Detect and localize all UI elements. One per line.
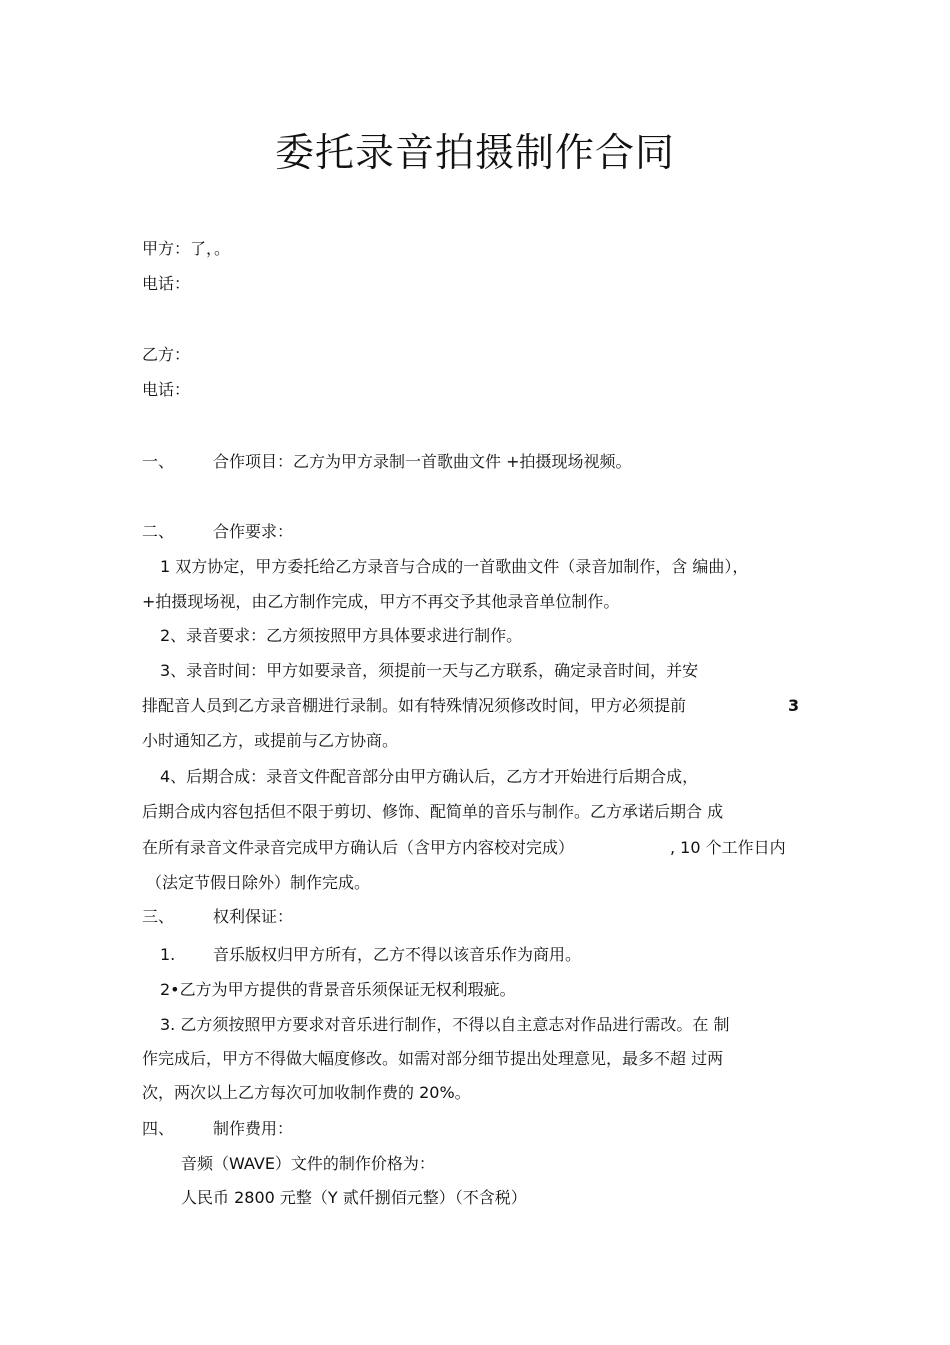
section3-item3-line2: 作完成后，甲方不得做大幅度修改。如需对部分细节提出处理意见，最多不超 过两 [142,1049,724,1068]
section2-item1-line2: +拍摄现场视，由乙方制作完成，甲方不再交予其他录音单位制作。 [142,592,620,611]
section2-item4-line3: 在所有录音文件录音完成甲方确认后（含甲方内容校对完成） [142,838,575,857]
section3-item1-text: 音乐版权归甲方所有，乙方不得以该音乐作为商用。 [213,945,582,964]
section3-item3-line3: 次，两次以上乙方每次可加收制作费的 20%。 [142,1083,471,1102]
section3-item1-number: 1. [160,945,176,964]
party-a-phone: 电话： [142,274,191,293]
section4-heading: 制作费用： [213,1119,294,1138]
section1-number: 一、 [142,452,175,471]
section4-line1: 音频（WAVE）文件的制作价格为： [181,1154,435,1173]
section2-item4-line2: 后期合成内容包括但不限于剪切、修饰、配简单的音乐与制作。乙方承诺后期合 成 [142,802,724,821]
section2-item1-line1: 1 双方协定，甲方委托给乙方录音与合成的一首歌曲文件（录音加制作，含 编曲）， [160,557,749,576]
section2-heading: 合作要求： [213,522,294,541]
section2-item3-line2: 排配音人员到乙方录音棚进行录制。如有特殊情况须修改时间，甲方必须提前 [142,696,687,715]
section3-item3-line1: 3. 乙方须按照甲方要求对音乐进行制作，不得以自主意志对作品进行需改。在 制 [160,1015,730,1034]
party-b-phone: 电话： [142,380,191,399]
section2-item3-line3: 小时通知乙方，或提前与乙方协商。 [142,731,399,750]
section2-item4-line4: （法定节假日除外）制作完成。 [146,873,371,892]
section2-item2-line1: 2、录音要求：乙方须按照甲方具体要求进行制作。 [160,626,523,645]
section3-item2-line1: 2•乙方为甲方提供的背景音乐须保证无权利瑕疵。 [160,980,516,999]
section3-heading: 权利保证： [213,907,294,926]
section2-number: 二、 [142,522,175,541]
section1-text: 合作项目：乙方为甲方录制一首歌曲文件 +拍摄现场视频。 [213,452,632,471]
section2-item3-line1: 3、录音时间：甲方如要录音，须提前一天与乙方联系，确定录音时间，并安 [160,661,699,680]
section2-item4-line1: 4、后期合成：录音文件配音部分由甲方确认后，乙方才开始进行后期合成， [160,767,699,786]
party-b-name: 乙方： [142,345,191,364]
party-a-name: 甲方：了，。 [142,239,231,258]
section3-number: 三、 [142,907,175,926]
document-title: 委托录音拍摄制作合同 [274,131,675,176]
section4-line2: 人民币 2800 元整（Y 贰仟捌佰元整）（不含税） [181,1188,527,1207]
section4-number: 四、 [142,1119,175,1138]
section2-item3-hours: 3 [788,696,800,715]
section2-item4-line3-tail: , 10 个工作日内 [670,838,786,857]
